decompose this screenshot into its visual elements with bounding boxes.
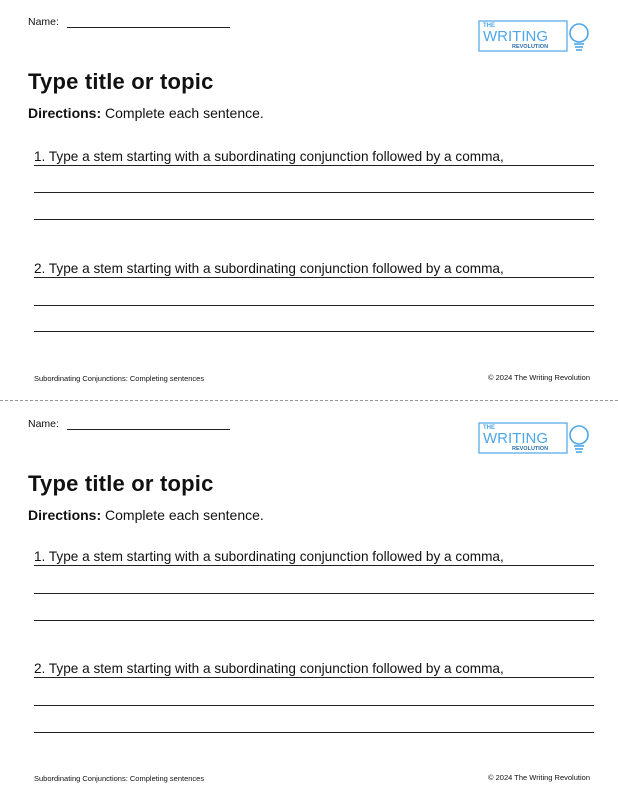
directions: [28, 507, 264, 523]
answer-line[interactable]: [34, 219, 594, 220]
answer-line[interactable]: [34, 705, 594, 706]
logo-the: THE: [483, 23, 495, 29]
logo-writing: WRITING: [483, 28, 548, 45]
footer-copyright: © 2024 The Writing Revolution: [488, 773, 590, 782]
worksheet-title[interactable]: Type title or topic: [28, 471, 214, 496]
lightbulb-icon: [570, 426, 588, 452]
name-label: Name:: [28, 16, 59, 28]
footer-subject: Subordinating Conjunctions: Completing sentences: [34, 774, 205, 783]
logo-writing: WRITING: [483, 430, 548, 447]
answer-line[interactable]: [34, 192, 594, 193]
logo-revolution: REVOLUTION: [512, 446, 549, 452]
directions-text: Complete each sentence.: [101, 507, 264, 523]
directions-label: Directions:: [28, 507, 102, 523]
worksheet-copy-1: [0, 0, 618, 400]
cut-line-divider: [0, 400, 618, 401]
logo-revolution: REVOLUTION: [512, 44, 549, 50]
logo-the: THE: [483, 425, 495, 431]
worksheet-title[interactable]: Type title or topic: [28, 69, 214, 94]
sentence-stem-2[interactable]: 2. Type a stem starting with a subordinating conjunction followed by a comma,: [34, 661, 594, 678]
name-line[interactable]: [67, 417, 230, 430]
sentence-stem-2[interactable]: 2. Type a stem starting with a subordinating conjunction followed by a comma,: [34, 261, 594, 278]
lightbulb-icon: [570, 24, 588, 50]
name-label: Name:: [28, 418, 59, 430]
name-field: [28, 15, 230, 28]
footer-copyright: © 2024 The Writing Revolution: [488, 373, 590, 382]
name-line[interactable]: [67, 15, 230, 28]
answer-line[interactable]: [34, 732, 594, 733]
answer-line[interactable]: [34, 620, 594, 621]
directions-label: Directions:: [28, 105, 102, 121]
directions: [28, 105, 264, 121]
name-field: [28, 417, 230, 430]
writing-revolution-logo: [478, 419, 592, 457]
answer-line[interactable]: [34, 331, 594, 332]
answer-line[interactable]: [34, 305, 594, 306]
writing-revolution-logo: [478, 17, 592, 55]
sentence-stem-1[interactable]: 1. Type a stem starting with a subordinating conjunction followed by a comma,: [34, 149, 594, 166]
worksheet-copy-2: [0, 402, 618, 802]
answer-line[interactable]: [34, 593, 594, 594]
footer-subject: Subordinating Conjunctions: Completing sentences: [34, 374, 205, 383]
sentence-stem-1[interactable]: 1. Type a stem starting with a subordinating conjunction followed by a comma,: [34, 549, 594, 566]
directions-text: Complete each sentence.: [101, 105, 264, 121]
